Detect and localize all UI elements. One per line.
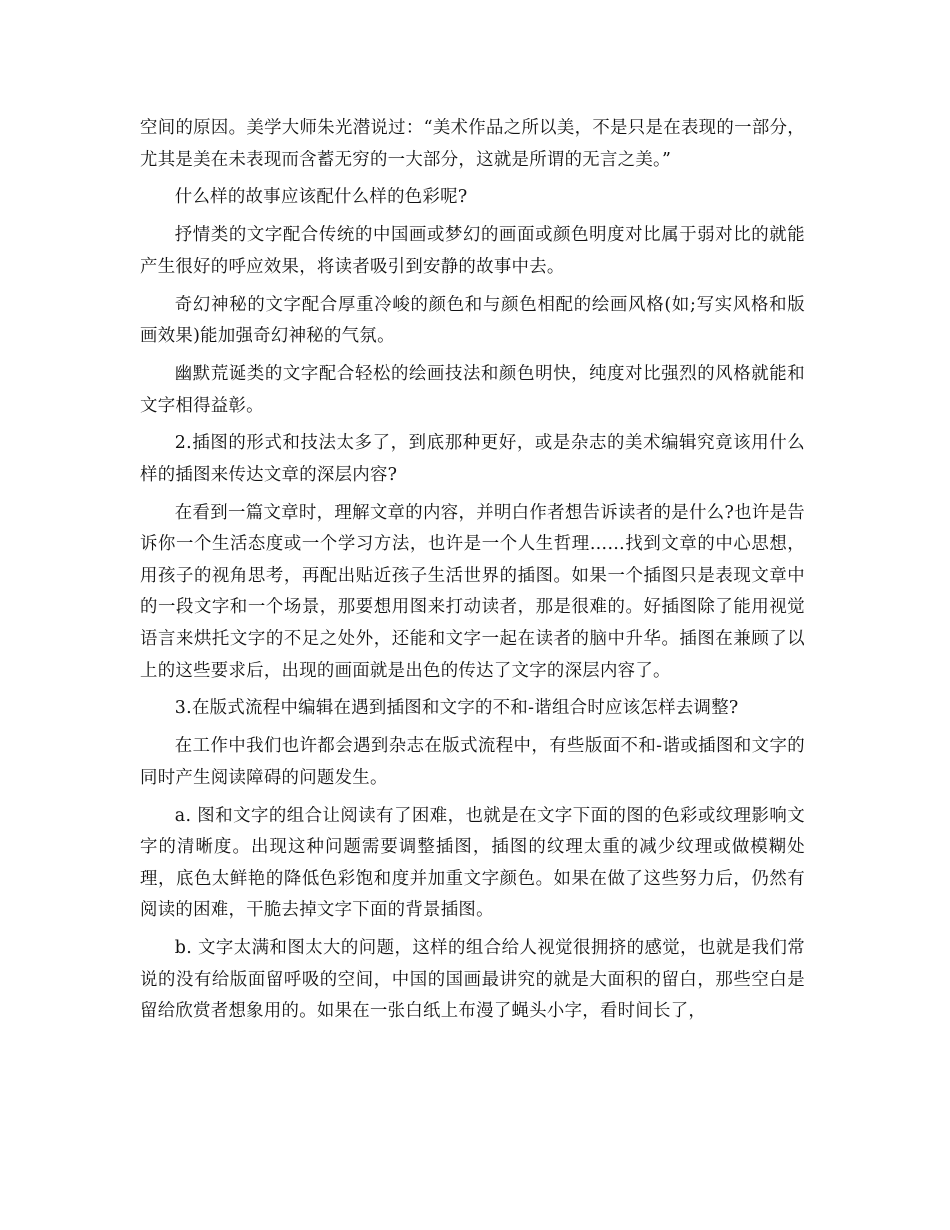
paragraph-body-2: 在看到一篇文章时，理解文章的内容，并明白作者想告诉读者的是什么?也许是告诉你一个生活态度或一个学习方法，也许是一个人生哲理……找到文章的中心思想，用孩子的视角思考，再配出贴近孩子生活世界的插图。如果一个插图只是表现文章中的一段文字和一个场景，那要想用图来打动读者，那是很难的。好插图除了能用视觉语言来烘托文字的不足之处外，还能和文字一起在读者的脑中升华。插图在兼顾了以上的这些要求后，出现的画面就是出色的传达了文字的深层内容了。 bbox=[140, 502, 805, 681]
document-body bbox=[140, 113, 805, 1034]
paragraph-item-a: a. 图和文字的组合让阅读有了困难，也就是在文字下面的图的色彩或纹理影响文字的清晰度。出现这种问题需要调整插图，插图的纹理太重的减少纹理或做模糊处理，底色太鲜艳的降低色彩饱和度并加重文字颜色。如果在做了这些努力后，仍然有阅读的困难，干脆去掉文字下面的背景插图。 bbox=[140, 805, 805, 921]
paragraph-question: 什么样的故事应该配什么样的色彩呢? bbox=[174, 187, 468, 208]
paragraph-humor: 幽默荒诞类的文字配合轻松的绘画技法和颜色明快，纯度对比强烈的风格就能和文字相得益彰。 bbox=[140, 363, 805, 416]
paragraph-body-3: 在工作中我们也许都会遇到杂志在版式流程中，有些版面不和-谐或插图和文字的同时产生阅读障碍的问题发生。 bbox=[140, 736, 805, 788]
paragraph-item-b: b. 文字太满和图太大的问题，这样的组合给人视觉很拥挤的感觉，也就是我们常说的没有给版面留呼吸的空间，中国的国画最讲究的就是大面积的留白，那些空白是留给欣赏者想象用的。如果在一张白纸上布漫了蝇头小字，看时间长了， bbox=[140, 938, 805, 1022]
paragraph-heading-3: 3.在版式流程中编辑在遇到插图和文字的不和-谐组合时应该怎样去调整? bbox=[174, 698, 739, 719]
paragraph-heading-2: 2.插图的形式和技法太多了，到底那种更好，或是杂志的美术编辑究竟该用什么样的插图来传达文章的深层内容? bbox=[140, 433, 805, 485]
paragraph-continuation: 空间的原因。美学大师朱光潜说过：“美术作品之所以美，不是只是在表现的一部分，尤其是美在未表现而含蓄无穷的一大部分，这就是所谓的无言之美。” bbox=[140, 118, 805, 170]
paragraph-lyrical: 抒情类的文字配合传统的中国画或梦幻的画面或颜色明度对比属于弱对比的就能产生很好的呼应效果，将读者吸引到安静的故事中去。 bbox=[140, 225, 805, 277]
paragraph-fantasy: 奇幻神秘的文字配合厚重冷峻的颜色和与颜色相配的绘画风格(如;写实风格和版画效果)能加强奇幻神秘的气氛。 bbox=[140, 294, 805, 347]
